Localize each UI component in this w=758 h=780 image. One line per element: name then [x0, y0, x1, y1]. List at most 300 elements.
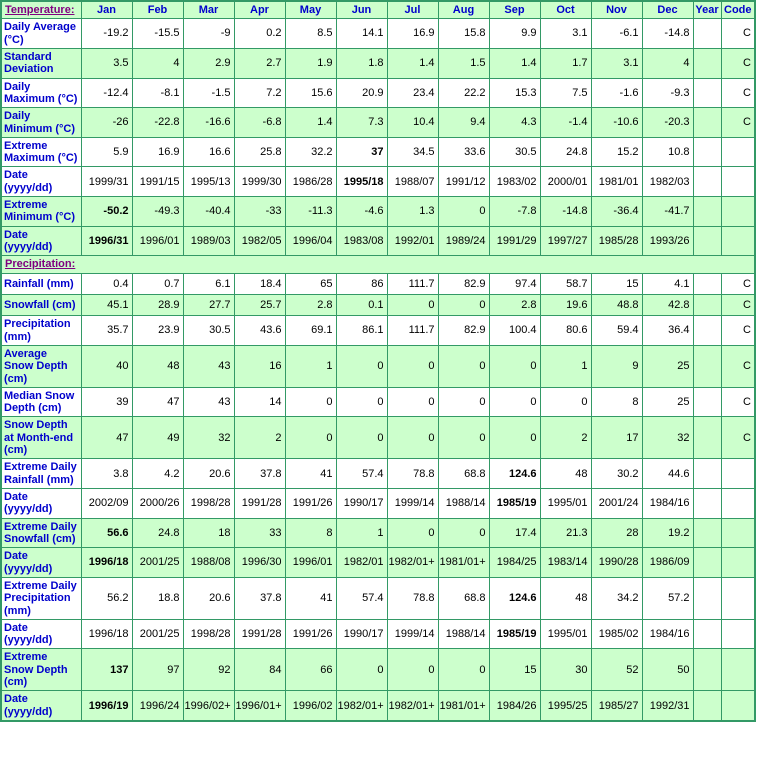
data-cell: 1982/03 — [642, 167, 693, 197]
table-row — [1, 417, 755, 459]
data-cell: -15.5 — [132, 19, 183, 49]
data-cell: 0 — [336, 387, 387, 417]
data-cell: 1999/14 — [387, 619, 438, 649]
data-cell: 15.3 — [489, 78, 540, 108]
data-cell: 3.1 — [591, 48, 642, 78]
column-header-may: May — [285, 1, 336, 19]
table-row — [1, 548, 755, 578]
data-cell: 1985/02 — [591, 619, 642, 649]
table-row — [1, 489, 755, 519]
year-cell — [693, 417, 721, 459]
data-cell: 1985/19 — [489, 619, 540, 649]
data-cell: 68.8 — [438, 459, 489, 489]
data-cell: 23.4 — [387, 78, 438, 108]
data-cell: 47 — [132, 387, 183, 417]
data-cell: 1.3 — [387, 197, 438, 227]
row-label: Extreme Daily Snowfall (cm) — [1, 518, 81, 548]
table-row — [1, 167, 755, 197]
data-cell: 3.8 — [81, 459, 132, 489]
header-row — [1, 1, 755, 19]
data-cell: 1991/26 — [285, 489, 336, 519]
data-cell: 68.8 — [438, 577, 489, 619]
data-cell: 0 — [336, 417, 387, 459]
data-cell: 1999/30 — [234, 167, 285, 197]
data-cell: 1995/01 — [540, 489, 591, 519]
data-cell: 1 — [540, 345, 591, 387]
row-label: Daily Minimum (°C) — [1, 108, 81, 138]
data-cell: -6.8 — [234, 108, 285, 138]
data-cell: 1991/28 — [234, 619, 285, 649]
year-cell — [693, 387, 721, 417]
column-header-sep: Sep — [489, 1, 540, 19]
data-cell: 1983/14 — [540, 548, 591, 578]
data-cell: 82.9 — [438, 316, 489, 346]
year-cell — [693, 459, 721, 489]
data-cell: 1996/01+ — [234, 691, 285, 721]
data-cell: 1986/28 — [285, 167, 336, 197]
data-cell: 86.1 — [336, 316, 387, 346]
data-cell: 1984/16 — [642, 489, 693, 519]
data-cell: 97.4 — [489, 273, 540, 294]
data-cell: 1991/28 — [234, 489, 285, 519]
data-cell: 9 — [591, 345, 642, 387]
table-row — [1, 691, 755, 721]
code-cell: C — [721, 387, 755, 417]
data-cell: 1999/31 — [81, 167, 132, 197]
data-cell: 111.7 — [387, 316, 438, 346]
table-row — [1, 19, 755, 49]
data-cell: 7.5 — [540, 78, 591, 108]
data-cell: 80.6 — [540, 316, 591, 346]
data-cell: 1988/08 — [183, 548, 234, 578]
row-label: Snow Depth at Month-end (cm) — [1, 417, 81, 459]
data-cell: 4.3 — [489, 108, 540, 138]
row-label: Date (yyyy/dd) — [1, 691, 81, 721]
data-cell: 124.6 — [489, 459, 540, 489]
table-row — [1, 316, 755, 346]
year-cell — [693, 167, 721, 197]
data-cell: 42.8 — [642, 294, 693, 315]
data-cell: 32 — [642, 417, 693, 459]
data-cell: 0.4 — [81, 273, 132, 294]
data-cell: 1996/31 — [81, 226, 132, 256]
data-cell: 19.2 — [642, 518, 693, 548]
year-cell — [693, 691, 721, 721]
data-cell: 1 — [285, 345, 336, 387]
data-cell: 25.7 — [234, 294, 285, 315]
data-cell: 1985/19 — [489, 489, 540, 519]
data-cell: 1982/01 — [336, 548, 387, 578]
data-cell: 2.9 — [183, 48, 234, 78]
data-cell: 28 — [591, 518, 642, 548]
data-cell: -16.6 — [183, 108, 234, 138]
data-cell: 124.6 — [489, 577, 540, 619]
data-cell: 0 — [540, 387, 591, 417]
code-cell: C — [721, 19, 755, 49]
data-cell: 37.8 — [234, 459, 285, 489]
data-cell: 15.8 — [438, 19, 489, 49]
data-cell: 43 — [183, 345, 234, 387]
year-cell — [693, 78, 721, 108]
data-cell: 25 — [642, 345, 693, 387]
data-cell: 2001/24 — [591, 489, 642, 519]
data-cell: -7.8 — [489, 197, 540, 227]
data-cell: 1995/18 — [336, 167, 387, 197]
table-row — [1, 197, 755, 227]
data-cell: 1981/01+ — [438, 548, 489, 578]
table-row — [1, 108, 755, 138]
data-cell: -49.3 — [132, 197, 183, 227]
data-cell: 4 — [642, 48, 693, 78]
data-cell: -26 — [81, 108, 132, 138]
data-cell: 8 — [591, 387, 642, 417]
row-label: Extreme Daily Precipitation (mm) — [1, 577, 81, 619]
data-cell: 27.7 — [183, 294, 234, 315]
year-cell — [693, 273, 721, 294]
data-cell: 2001/25 — [132, 619, 183, 649]
code-cell: C — [721, 417, 755, 459]
data-cell: 1990/17 — [336, 489, 387, 519]
data-cell: 15.6 — [285, 78, 336, 108]
data-cell: 17.4 — [489, 518, 540, 548]
code-cell — [721, 489, 755, 519]
data-cell: 2001/25 — [132, 548, 183, 578]
row-label: Extreme Daily Rainfall (mm) — [1, 459, 81, 489]
data-cell: -12.4 — [81, 78, 132, 108]
temperature-header-cell — [1, 1, 81, 19]
data-cell: 2.8 — [489, 294, 540, 315]
data-cell: -4.6 — [336, 197, 387, 227]
data-cell: 1984/16 — [642, 619, 693, 649]
row-label: Precipitation (mm) — [1, 316, 81, 346]
data-cell: 20.9 — [336, 78, 387, 108]
data-cell: 78.8 — [387, 577, 438, 619]
data-cell: 32 — [183, 417, 234, 459]
table-row — [1, 577, 755, 619]
row-label: Daily Maximum (°C) — [1, 78, 81, 108]
table-row — [1, 649, 755, 691]
code-cell — [721, 459, 755, 489]
data-cell: 0 — [336, 345, 387, 387]
data-cell: 7.3 — [336, 108, 387, 138]
data-cell: 4.2 — [132, 459, 183, 489]
data-cell: 0 — [387, 649, 438, 691]
data-cell: 1.5 — [438, 48, 489, 78]
data-cell: 20.6 — [183, 459, 234, 489]
data-cell: 39 — [81, 387, 132, 417]
data-cell: 1993/26 — [642, 226, 693, 256]
year-cell — [693, 108, 721, 138]
data-cell: 0 — [438, 518, 489, 548]
data-cell: 1985/28 — [591, 226, 642, 256]
year-cell — [693, 294, 721, 315]
data-cell: 1996/18 — [81, 619, 132, 649]
data-cell: 50 — [642, 649, 693, 691]
data-cell: -11.3 — [285, 197, 336, 227]
data-cell: 35.7 — [81, 316, 132, 346]
table-row — [1, 387, 755, 417]
data-cell: 2 — [540, 417, 591, 459]
data-cell: 18 — [183, 518, 234, 548]
table-header — [1, 1, 755, 19]
data-cell: -14.8 — [540, 197, 591, 227]
data-cell: 6.1 — [183, 273, 234, 294]
data-cell: 0 — [336, 649, 387, 691]
data-cell: 16.9 — [132, 137, 183, 167]
data-cell: -9.3 — [642, 78, 693, 108]
data-cell: 14.1 — [336, 19, 387, 49]
data-cell: 0 — [489, 345, 540, 387]
precipitation-section-row — [1, 256, 755, 273]
data-cell: -14.8 — [642, 19, 693, 49]
column-header-nov: Nov — [591, 1, 642, 19]
data-cell: 0 — [438, 345, 489, 387]
column-header-jan: Jan — [81, 1, 132, 19]
data-cell: 84 — [234, 649, 285, 691]
data-cell: 1991/26 — [285, 619, 336, 649]
data-cell: 0 — [489, 387, 540, 417]
table-row — [1, 619, 755, 649]
data-cell: 69.1 — [285, 316, 336, 346]
data-cell: 58.7 — [540, 273, 591, 294]
year-cell — [693, 19, 721, 49]
column-header-feb: Feb — [132, 1, 183, 19]
data-cell: 1996/24 — [132, 691, 183, 721]
data-cell: 78.8 — [387, 459, 438, 489]
data-cell: 1.8 — [336, 48, 387, 78]
data-cell: 10.4 — [387, 108, 438, 138]
data-cell: 1984/26 — [489, 691, 540, 721]
year-cell — [693, 489, 721, 519]
data-cell: 1991/15 — [132, 167, 183, 197]
data-cell: 0.2 — [234, 19, 285, 49]
data-cell: 1998/28 — [183, 619, 234, 649]
temperature-section-link[interactable]: Temperature: — [5, 4, 75, 16]
data-cell: 0 — [387, 387, 438, 417]
data-cell: 4.1 — [642, 273, 693, 294]
data-cell: 48 — [540, 577, 591, 619]
data-cell: 34.5 — [387, 137, 438, 167]
data-cell: 1986/09 — [642, 548, 693, 578]
data-cell: 34.2 — [591, 577, 642, 619]
row-label: Standard Deviation — [1, 48, 81, 78]
data-cell: 1992/01 — [387, 226, 438, 256]
code-cell — [721, 137, 755, 167]
data-cell: 3.5 — [81, 48, 132, 78]
data-cell: 20.6 — [183, 577, 234, 619]
data-cell: 2.7 — [234, 48, 285, 78]
table-row — [1, 78, 755, 108]
data-cell: 1.4 — [489, 48, 540, 78]
data-cell: 28.9 — [132, 294, 183, 315]
column-header-dec: Dec — [642, 1, 693, 19]
data-cell: 16.6 — [183, 137, 234, 167]
data-cell: -10.6 — [591, 108, 642, 138]
table-row — [1, 294, 755, 315]
data-cell: 1995/13 — [183, 167, 234, 197]
data-cell: 137 — [81, 649, 132, 691]
data-cell: 36.4 — [642, 316, 693, 346]
data-cell: 15 — [591, 273, 642, 294]
data-cell: 2002/09 — [81, 489, 132, 519]
data-cell: 1999/14 — [387, 489, 438, 519]
row-label: Date (yyyy/dd) — [1, 489, 81, 519]
precipitation-section-link[interactable]: Precipitation: — [5, 258, 76, 271]
data-cell: 48 — [132, 345, 183, 387]
data-cell: 49 — [132, 417, 183, 459]
data-cell: 1996/01 — [285, 548, 336, 578]
data-cell: 1997/27 — [540, 226, 591, 256]
data-cell: 40 — [81, 345, 132, 387]
table-row — [1, 137, 755, 167]
data-cell: 30.2 — [591, 459, 642, 489]
data-cell: -1.5 — [183, 78, 234, 108]
data-cell: 1991/29 — [489, 226, 540, 256]
column-header-jun: Jun — [336, 1, 387, 19]
code-cell: C — [721, 108, 755, 138]
data-cell: 8 — [285, 518, 336, 548]
code-cell — [721, 619, 755, 649]
data-cell: 1983/08 — [336, 226, 387, 256]
code-cell — [721, 197, 755, 227]
data-cell: 15 — [489, 649, 540, 691]
data-cell: 56.6 — [81, 518, 132, 548]
data-cell: 1996/02+ — [183, 691, 234, 721]
data-cell: 57.4 — [336, 459, 387, 489]
table-row — [1, 518, 755, 548]
data-cell: 41 — [285, 577, 336, 619]
data-cell: 0 — [387, 294, 438, 315]
data-cell: 1995/25 — [540, 691, 591, 721]
data-cell: 9.4 — [438, 108, 489, 138]
data-cell: 1996/18 — [81, 548, 132, 578]
data-cell: 37.8 — [234, 577, 285, 619]
data-cell: 2000/26 — [132, 489, 183, 519]
data-cell: 47 — [81, 417, 132, 459]
data-cell: 1982/05 — [234, 226, 285, 256]
data-cell: 0 — [285, 417, 336, 459]
data-cell: 1996/30 — [234, 548, 285, 578]
data-cell: 0 — [489, 417, 540, 459]
code-cell: C — [721, 345, 755, 387]
data-cell: 2000/01 — [540, 167, 591, 197]
data-cell: 1990/17 — [336, 619, 387, 649]
row-label: Average Snow Depth (cm) — [1, 345, 81, 387]
data-cell: 41 — [285, 459, 336, 489]
row-label: Extreme Snow Depth (cm) — [1, 649, 81, 691]
data-cell: 32.2 — [285, 137, 336, 167]
data-cell: 86 — [336, 273, 387, 294]
data-cell: 0 — [438, 387, 489, 417]
data-cell: 25.8 — [234, 137, 285, 167]
data-cell: 16 — [234, 345, 285, 387]
code-cell — [721, 577, 755, 619]
column-header-code: Code — [721, 1, 755, 19]
data-cell: 1988/14 — [438, 619, 489, 649]
row-label: Date (yyyy/dd) — [1, 619, 81, 649]
data-cell: 1982/01+ — [336, 691, 387, 721]
data-cell: 1.9 — [285, 48, 336, 78]
table-row — [1, 273, 755, 294]
year-cell — [693, 577, 721, 619]
row-label: Date (yyyy/dd) — [1, 226, 81, 256]
data-cell: -8.1 — [132, 78, 183, 108]
data-cell: -1.6 — [591, 78, 642, 108]
row-label: Daily Average (°C) — [1, 19, 81, 49]
data-cell: 45.1 — [81, 294, 132, 315]
year-cell — [693, 649, 721, 691]
data-cell: 0 — [438, 294, 489, 315]
year-cell — [693, 137, 721, 167]
code-cell — [721, 167, 755, 197]
data-cell: 7.2 — [234, 78, 285, 108]
data-cell: 1 — [336, 518, 387, 548]
data-cell: 0 — [285, 387, 336, 417]
data-cell: -41.7 — [642, 197, 693, 227]
data-cell: 2.8 — [285, 294, 336, 315]
data-cell: 1996/01 — [132, 226, 183, 256]
table-row — [1, 459, 755, 489]
data-cell: 0 — [438, 197, 489, 227]
data-cell: 8.5 — [285, 19, 336, 49]
year-cell — [693, 197, 721, 227]
data-cell: 30 — [540, 649, 591, 691]
code-cell: C — [721, 316, 755, 346]
data-cell: -9 — [183, 19, 234, 49]
data-cell: 1981/01+ — [438, 691, 489, 721]
precipitation-header-cell — [1, 256, 755, 273]
row-label: Date (yyyy/dd) — [1, 167, 81, 197]
data-cell: 0 — [387, 345, 438, 387]
data-cell: -50.2 — [81, 197, 132, 227]
data-cell: 10.8 — [642, 137, 693, 167]
row-label: Median Snow Depth (cm) — [1, 387, 81, 417]
data-cell: 15.2 — [591, 137, 642, 167]
data-cell: 1989/24 — [438, 226, 489, 256]
data-cell: 1.4 — [387, 48, 438, 78]
data-cell: 1985/27 — [591, 691, 642, 721]
data-cell: 52 — [591, 649, 642, 691]
data-cell: 1995/01 — [540, 619, 591, 649]
data-cell: 56.2 — [81, 577, 132, 619]
data-cell: 19.6 — [540, 294, 591, 315]
data-cell: 1996/04 — [285, 226, 336, 256]
data-cell: 1998/28 — [183, 489, 234, 519]
column-header-apr: Apr — [234, 1, 285, 19]
data-cell: -20.3 — [642, 108, 693, 138]
data-cell: 3.1 — [540, 19, 591, 49]
data-cell: 18.8 — [132, 577, 183, 619]
data-cell: 25 — [642, 387, 693, 417]
data-cell: 1.7 — [540, 48, 591, 78]
data-cell: 37 — [336, 137, 387, 167]
data-cell: 21.3 — [540, 518, 591, 548]
data-cell: -33 — [234, 197, 285, 227]
code-cell — [721, 518, 755, 548]
column-header-oct: Oct — [540, 1, 591, 19]
data-cell: -19.2 — [81, 19, 132, 49]
row-label: Extreme Maximum (°C) — [1, 137, 81, 167]
year-cell — [693, 548, 721, 578]
data-cell: 4 — [132, 48, 183, 78]
data-cell: -1.4 — [540, 108, 591, 138]
year-cell — [693, 345, 721, 387]
table-body — [1, 19, 755, 721]
data-cell: 48 — [540, 459, 591, 489]
column-header-year: Year — [693, 1, 721, 19]
table-row — [1, 48, 755, 78]
code-cell — [721, 548, 755, 578]
